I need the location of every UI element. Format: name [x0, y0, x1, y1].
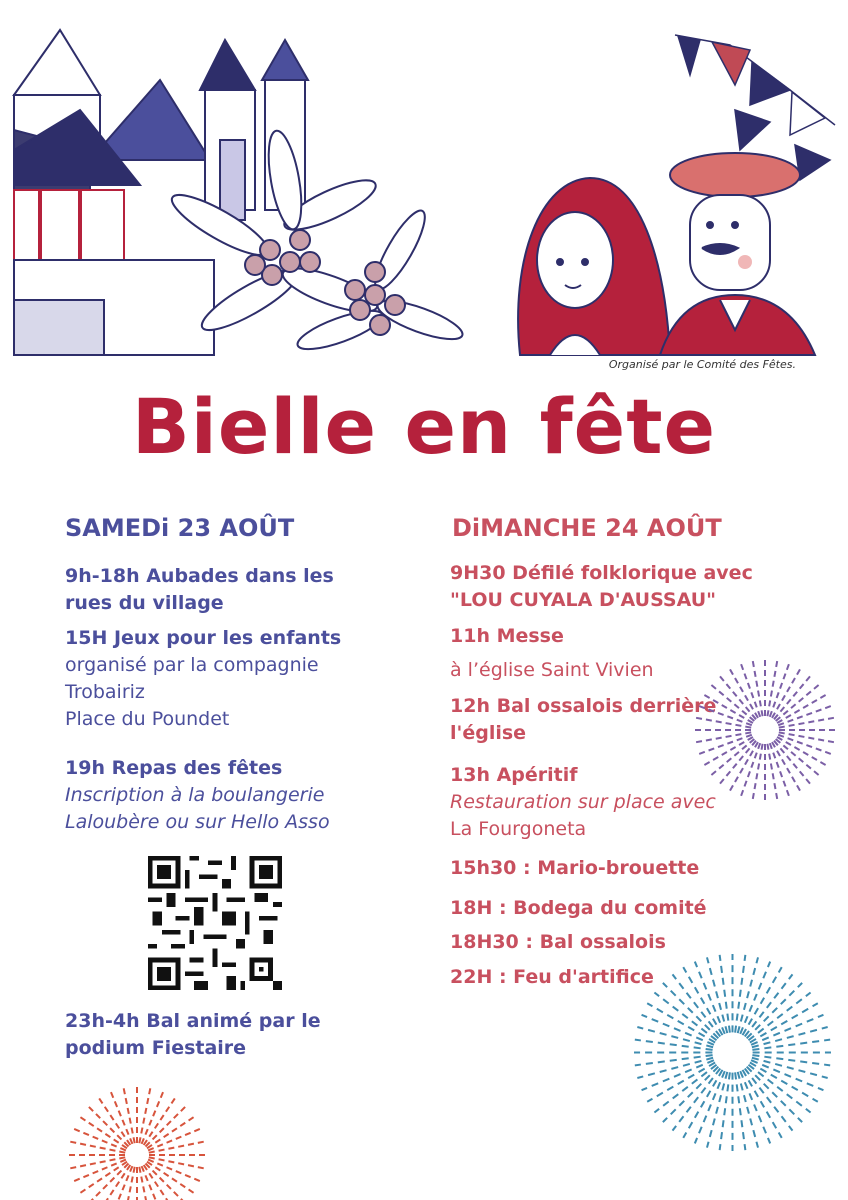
- organizer-credit: Organisé par le Comité des Fêtes.: [608, 358, 796, 371]
- firework-ray: [778, 706, 831, 725]
- firework-purple: [690, 655, 840, 805]
- sun-event-defile: [450, 560, 830, 614]
- man-figure: [660, 153, 815, 355]
- firework-ray: [139, 1086, 150, 1143]
- firework-ray: [72, 1128, 126, 1150]
- sat-event-repas-line2: Inscription à la boulangerie: [65, 784, 325, 806]
- firework-ray: [747, 1067, 802, 1122]
- firework-ray: [647, 1063, 715, 1102]
- firework-ray: [779, 732, 834, 742]
- firework-ray: [753, 744, 763, 799]
- firework-ray: [79, 1162, 127, 1194]
- firework-ray: [68, 1141, 125, 1152]
- sun-event-aperitif-line3: La Fourgoneta: [450, 818, 587, 840]
- firework-ray: [123, 1086, 134, 1143]
- firework-ray: [123, 1167, 134, 1200]
- firework-ray: [747, 983, 802, 1038]
- firework-ray: [743, 1070, 782, 1138]
- sat-event-aubades-line1: 9h-18h Aubades dans les: [65, 565, 334, 587]
- sat-event-bal-line2: podium Fiestaire: [65, 1037, 247, 1059]
- firework-ray: [98, 1097, 130, 1145]
- firework-ray: [699, 735, 752, 754]
- sat-event-aubades-line2: rues du village: [65, 592, 224, 614]
- firework-ray: [683, 1070, 722, 1138]
- firework-ray: [683, 967, 722, 1035]
- firework-ray: [139, 1167, 150, 1200]
- firework-ray: [696, 732, 751, 742]
- sat-event-jeux-line4: Place du Poundet: [65, 708, 230, 730]
- firework-ray: [778, 735, 831, 754]
- sun-event-aperitif-line2: Restauration sur place avec: [450, 791, 716, 813]
- sun-event-bodega: 18H : Bodega du comité: [450, 897, 707, 919]
- sat-event-bal: [65, 1008, 425, 1062]
- firework-ray: [149, 1157, 206, 1168]
- firework-ray: [750, 1063, 818, 1102]
- sat-event-jeux-title: 15H Jeux pour les enfants: [65, 627, 342, 649]
- sat-event-jeux-line2: organisé par la compagnie: [65, 654, 319, 676]
- firework-ray: [647, 1003, 715, 1042]
- firework-ray: [79, 1116, 127, 1148]
- hero-illustration: [0, 0, 848, 360]
- firework-ray: [741, 743, 760, 796]
- firework-ray: [663, 983, 718, 1038]
- sun-event-messe-title: 11h Messe: [450, 625, 564, 647]
- firework-blue: [630, 950, 835, 1155]
- sat-event-bal-line1: 23h-4h Bal animé par le: [65, 1010, 321, 1032]
- sat-event-jeux-line3: Trobairiz: [65, 681, 145, 703]
- firework-ray: [743, 967, 782, 1035]
- sun-event-mario: 15h30 : Mario-brouette: [450, 857, 700, 879]
- firework-ray: [142, 1090, 164, 1144]
- sun-event-messe-place: à l’église Saint Vivien: [450, 659, 654, 681]
- sat-event-repas-line3: Laloubère ou sur Hello Asso: [65, 811, 330, 833]
- firework-ray: [88, 1164, 129, 1200]
- firework-ray: [147, 1162, 195, 1194]
- sun-event-bal-ossalois-line2: l'église: [450, 722, 527, 744]
- sat-event-jeux: [65, 625, 425, 733]
- firework-ray: [779, 718, 834, 728]
- woman-figure: [518, 178, 670, 355]
- firework-ray: [699, 706, 752, 725]
- saturday-heading: SAMEDi 23 AOÛT: [65, 514, 295, 542]
- firework-ray: [148, 1160, 202, 1182]
- firework-ray: [72, 1160, 126, 1182]
- sun-event-bal-ossalois-evening: 18H30 : Bal ossalois: [450, 931, 666, 953]
- sat-event-aubades: [65, 563, 425, 617]
- firework-ray: [110, 1090, 132, 1144]
- firework-ray: [767, 744, 777, 799]
- sun-event-aperitif-title: 13h Apéritif: [450, 764, 578, 786]
- sun-event-feu: 22H : Feu d'artifice: [450, 966, 654, 988]
- sat-event-repas-title: 19h Repas des fêtes: [65, 757, 283, 779]
- qr-code[interactable]: [148, 856, 282, 990]
- firework-ray: [753, 661, 763, 716]
- firework-ray: [741, 664, 760, 717]
- firework-orange: [62, 1080, 212, 1200]
- firework-ray: [663, 1067, 718, 1122]
- firework-ray: [770, 664, 789, 717]
- firework-ray: [750, 1003, 818, 1042]
- firework-ray: [146, 1164, 187, 1200]
- firework-ray: [144, 1097, 176, 1145]
- firework-ray: [147, 1116, 195, 1148]
- sun-event-defile-line1: 9H30 Défilé folklorique avec: [450, 562, 753, 584]
- sun-event-defile-line2: "LOU CUYALA D'AUSSAU": [450, 589, 717, 611]
- sat-event-repas: [65, 755, 425, 836]
- firework-ray: [767, 661, 777, 716]
- firework-ray: [696, 718, 751, 728]
- sun-event-bal-ossalois-line1: 12h Bal ossalois derrière: [450, 695, 717, 717]
- firework-ray: [770, 743, 789, 796]
- sunday-heading: DiMANCHE 24 AOÛT: [452, 514, 722, 542]
- page-title: Bielle en fête: [131, 382, 717, 471]
- firework-ray: [149, 1141, 206, 1152]
- firework-ray: [68, 1157, 125, 1168]
- firework-ray: [148, 1128, 202, 1150]
